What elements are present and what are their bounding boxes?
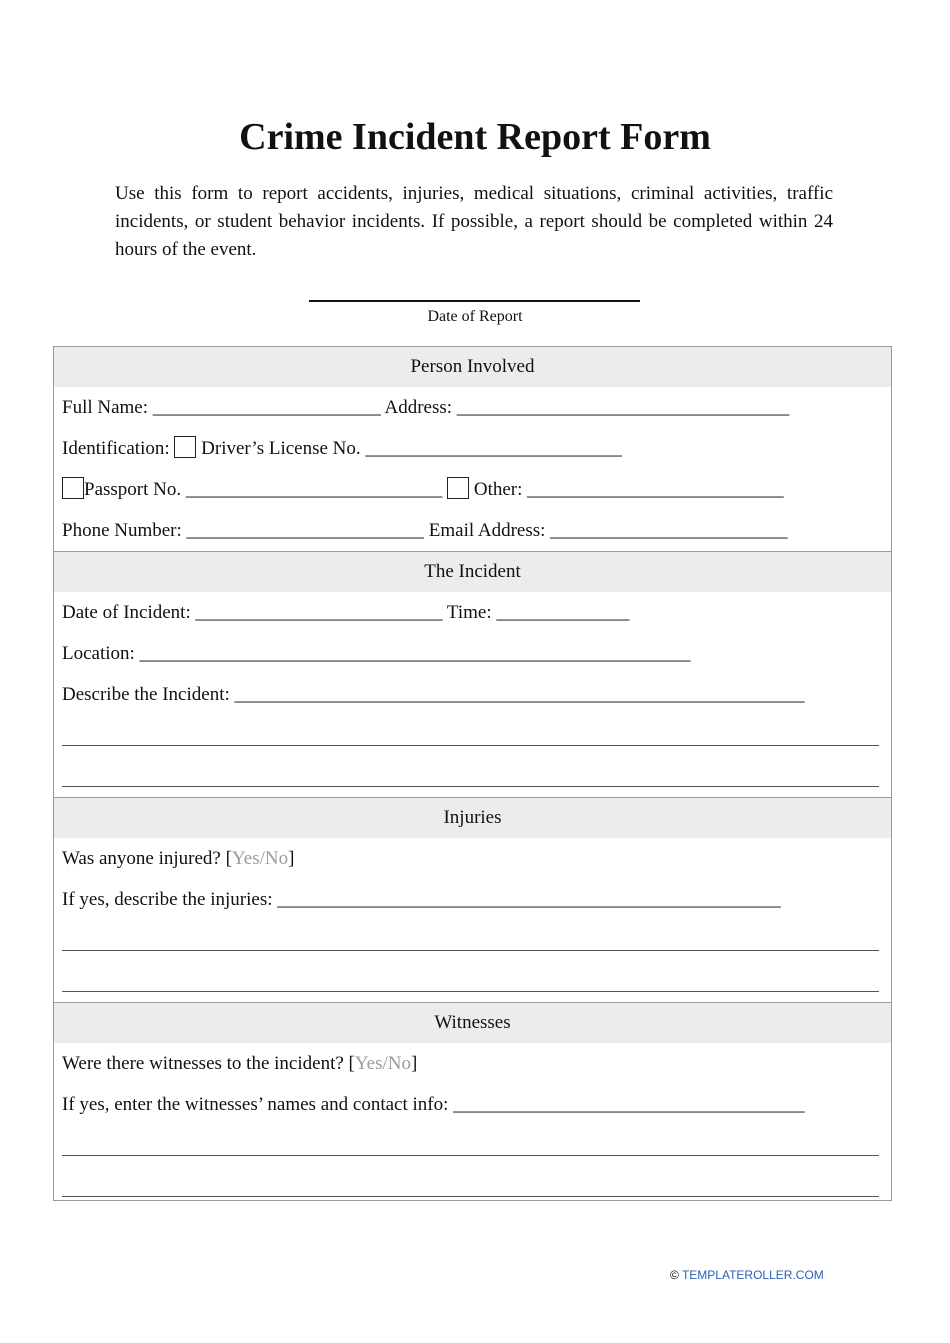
bracket: ]	[288, 848, 295, 869]
full-name-field[interactable]: Full Name: ________________________	[62, 397, 381, 418]
witness-yes-no-field[interactable]	[349, 1053, 418, 1074]
blank-line	[62, 950, 879, 951]
blank-line-row[interactable]	[54, 715, 891, 756]
name-address-row	[54, 387, 891, 428]
passport-field[interactable]: Passport No. ___________________________	[84, 479, 443, 500]
blank-line-row[interactable]	[54, 756, 891, 797]
blank-line-row[interactable]	[54, 1125, 891, 1166]
identification-label: Identification:	[62, 438, 170, 459]
injury-question: Was anyone injured?	[62, 848, 221, 869]
blank-line	[62, 786, 879, 787]
date-of-report-field[interactable]	[309, 300, 640, 302]
witness-question: Were there witnesses to the incident?	[62, 1053, 344, 1074]
site-link[interactable]: TEMPLATEROLLER.COM	[681, 1268, 824, 1282]
witness-question-row	[54, 1043, 891, 1084]
email-field[interactable]: Email Address: _________________________	[428, 520, 788, 541]
bracket: [	[225, 848, 232, 869]
section-heading: Witnesses	[54, 1003, 891, 1043]
other-checkbox[interactable]	[447, 477, 469, 499]
blank-line	[62, 1196, 879, 1197]
blank-line-row[interactable]	[54, 961, 891, 1002]
witness-contact-field[interactable]: If yes, enter the witnesses’ names and contact info: _____________________________________	[62, 1094, 805, 1115]
yes-no-placeholder: Yes/No	[354, 1053, 412, 1074]
drivers-license-field[interactable]: Driver’s License No. ___________________________	[201, 438, 622, 459]
describe-incident-field[interactable]: Describe the Incident: ____________________________________________________________	[62, 684, 805, 705]
location-field[interactable]: Location: __________________________________________________________	[62, 643, 691, 664]
phone-email-row	[54, 510, 891, 551]
describe-injuries-row	[54, 879, 891, 920]
section-heading: The Incident	[54, 552, 891, 592]
location-row	[54, 633, 891, 674]
passport-checkbox[interactable]	[62, 477, 84, 499]
section-incident	[54, 551, 891, 797]
blank-line-row[interactable]	[54, 1166, 891, 1207]
witness-contact-row	[54, 1084, 891, 1125]
other-field[interactable]: Other: ___________________________	[473, 479, 784, 500]
section-heading: Injuries	[54, 798, 891, 838]
drivers-license-checkbox[interactable]	[174, 436, 196, 458]
identification-row	[54, 428, 891, 469]
section-heading: Person Involved	[54, 347, 891, 387]
time-field[interactable]: Time: ______________	[446, 602, 630, 623]
section-injuries	[54, 797, 891, 1002]
phone-field[interactable]: Phone Number: _________________________	[62, 520, 425, 541]
page-title: Crime Incident Report Form	[239, 116, 711, 158]
blank-line	[62, 991, 879, 992]
describe-injuries-field[interactable]: If yes, describe the injuries: _____________________________________________________	[62, 889, 781, 910]
describe-incident-row	[54, 674, 891, 715]
copyright-symbol: ©	[670, 1268, 679, 1282]
report-form	[53, 346, 892, 1201]
blank-line	[62, 745, 879, 746]
blank-line	[62, 1155, 879, 1156]
passport-other-row	[54, 469, 891, 510]
address-field[interactable]: Address: ___________________________________	[384, 397, 790, 418]
bracket: [	[348, 1053, 355, 1074]
section-witnesses	[54, 1002, 891, 1207]
bracket: ]	[411, 1053, 418, 1074]
blank-line-row[interactable]	[54, 920, 891, 961]
injury-question-row	[54, 838, 891, 879]
intro-text: Use this form to report accidents, injuries, medical situations, criminal activities, traffic incidents, or student behavior incidents. If possible, a report should be completed within 24 hours of the event.	[115, 183, 833, 260]
yes-no-placeholder: Yes/No	[231, 848, 289, 869]
date-of-report-label: Date of Report	[427, 308, 523, 325]
date-of-incident-field[interactable]: Date of Incident: __________________________	[62, 602, 443, 623]
section-person-involved	[54, 347, 891, 551]
injury-yes-no-field[interactable]	[226, 848, 295, 869]
footer-credit	[670, 1268, 824, 1282]
date-time-row	[54, 592, 891, 633]
